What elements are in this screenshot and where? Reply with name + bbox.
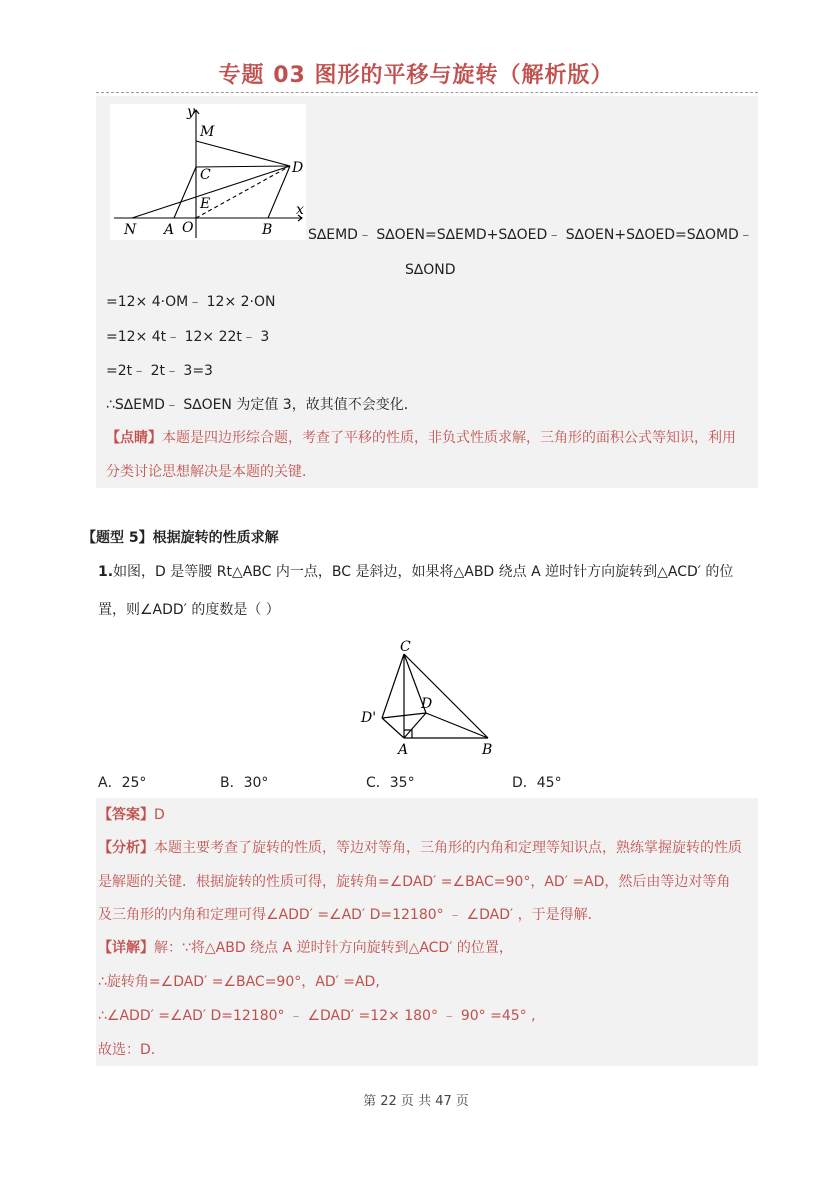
answer-line	[98, 805, 165, 825]
label-B: B	[262, 222, 273, 238]
label-O: O	[182, 220, 194, 236]
label-N: N	[124, 222, 137, 238]
comment-line-2: 分类讨论思想解决是本题的关键．	[106, 464, 316, 480]
header-divider	[96, 92, 758, 93]
equation-line-4: =2t﹣ 2t﹣ 3=3	[106, 363, 213, 379]
label-y: y	[187, 104, 195, 120]
label-B2: B	[482, 742, 493, 758]
analysis-line-3: 及三角形的内角和定理可得∠ADD′ =∠AD′ D=12180° ﹣ ∠DAD′ ，于是得解．	[98, 907, 602, 923]
coordinate-figure	[110, 104, 306, 240]
option-c: C．35°	[366, 775, 415, 791]
answer-label: 【答案】	[98, 807, 154, 823]
analysis-line-1	[98, 838, 742, 858]
label-C: C	[200, 167, 211, 183]
comment-line-1	[106, 428, 736, 448]
label-A2: A	[398, 742, 409, 758]
label-D2: D	[421, 696, 433, 712]
label-C2: C	[400, 639, 411, 655]
equation-line-3: =12× 4t﹣ 12× 22t﹣ 3	[106, 329, 270, 345]
section-title: 【题型 5】根据旋转的性质求解	[82, 530, 279, 546]
detail-line-4: 故选：D.	[98, 1042, 156, 1058]
detail-text-1: 解：∵将△ABD 绕点 A 逆时针方向旋转到△ACD′ 的位置，	[154, 940, 513, 956]
analysis-label: 【分析】	[98, 840, 154, 856]
label-E: E	[200, 196, 211, 212]
detail-line-2: ∴旋转角=∠DAD′ =∠BAC=90°，AD′ =AD,	[98, 974, 380, 990]
detail-label: 【详解】	[98, 940, 154, 956]
question-number: 1.	[98, 564, 114, 580]
conclusion-line: ∴S∆EMD﹣ S∆OEN 为定值 3，故其值不会变化．	[106, 397, 418, 413]
comment-text-1: 本题是四边形综合题，考查了平移的性质，非负式性质求解，三角形的面积公式等知识，利用	[162, 430, 736, 446]
option-a: A．25°	[98, 775, 147, 791]
triangle-figure	[352, 636, 502, 762]
option-d: D．45°	[512, 775, 562, 791]
detail-line-3: ∴∠ADD′ =∠AD′ D=12180° ﹣ ∠DAD′ =12× 180° ﹣ 90° =45° ,	[98, 1008, 536, 1024]
label-x: x	[296, 202, 304, 218]
comment-label: 【点睛】	[106, 430, 162, 446]
question-line-1	[98, 562, 733, 582]
page-header-title: 专题 03 图形的平移与旋转（解析版）	[218, 63, 614, 88]
page-footer: 第 22 页 共 47 页	[363, 1094, 469, 1109]
question-line-2: 置，则∠ADD′ 的度数是（ ）	[98, 602, 280, 618]
equation-line-2: =12× 4·OM﹣ 12× 2·ON	[106, 294, 276, 310]
label-D: D	[292, 160, 304, 176]
question-text-1: 如图，D 是等腰 Rt△ABC 内一点，BC 是斜边，如果将△ABD 绕点 A 逆时针方向旋转到△ACD′ 的位	[113, 564, 734, 580]
option-b: B．30°	[220, 775, 269, 791]
analysis-line-2: 是解题的关键．根据旋转的性质可得，旋转角=∠DAD′ =∠BAC=90°，AD′ =AD，然后由等边对等角	[98, 874, 731, 890]
label-Dprime: D'	[361, 710, 377, 726]
equation-line-1b: S∆OND	[405, 262, 456, 278]
answer-value: D	[154, 807, 165, 823]
label-A: A	[164, 222, 175, 238]
label-M: M	[200, 124, 215, 140]
equation-line-1: S∆EMD﹣ S∆OEN=S∆EMD+S∆OED﹣ S∆OEN+S∆OED=S∆OMD﹣	[308, 227, 753, 243]
analysis-text-1: 本题主要考查了旋转的性质，等边对等角，三角形的内角和定理等知识点，熟练掌握旋转的性质	[154, 840, 742, 856]
detail-line-1	[98, 938, 513, 958]
